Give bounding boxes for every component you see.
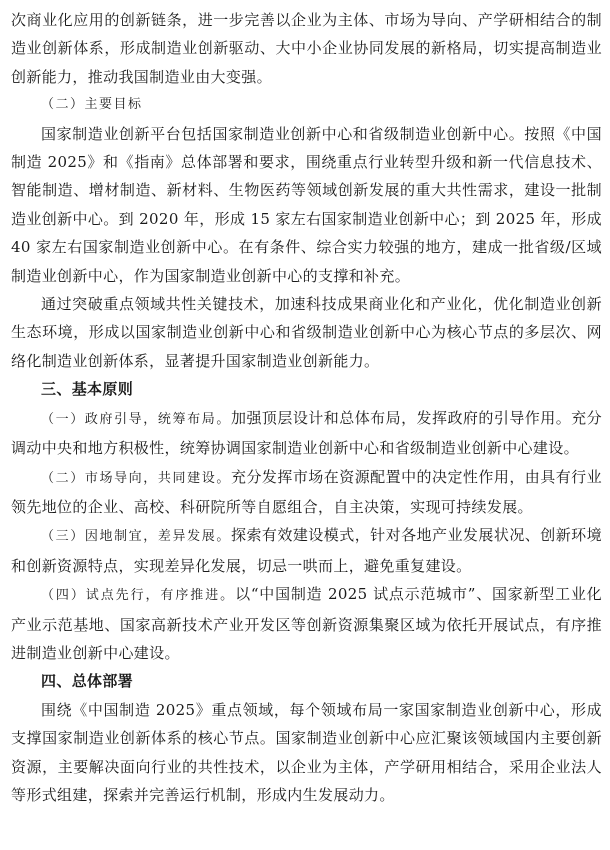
intro-continuation: 次商业化应用的创新链条，进一步完善以企业为主体、市场为导向、产学研相结合的制造业创新体系，形成制造业创新驱动、大中小企业协同发展的新格局，切实提高制造业创新能力，推动我国制造业由大变强。 <box>11 11 602 86</box>
principle-1 <box>11 404 602 463</box>
overall-paragraph: 围绕《中国制造 2025》重点领域，每个领域布局一家国家制造业创新中心，形成支撑国家制造业创新体系的核心节点。国家制造业创新中心应汇聚该领域国内主要创新资源，主要解决面向行业的共性技术，以企业为主体，产学研用相结合，采用企业法人等形式组建，探索并完善运行机制，形成内生发展动力。 <box>11 700 602 804</box>
goals-heading: （二）主要目标 <box>41 97 143 113</box>
principle-3 <box>11 521 602 580</box>
principle-1-text: 加强顶层设计和总体布局，发挥政府的引导作用。充分调动中央和地方积极性，统筹协调国家制造业创新中心和省级制造业创新中心建设。 <box>11 408 602 458</box>
principle-4 <box>11 580 602 667</box>
principles-heading: 三、基本原则 <box>41 380 134 399</box>
goals-paragraph-2: 通过突破重点领域共性关键技术，加速科技成果商业化和产业化，优化制造业创新生态环境，形成以国家制造业创新中心和省级制造业创新中心为核心节点的多层次、网络化制造业创新体系，显著提升国家制造业创新能力。 <box>11 295 602 370</box>
principle-3-text: 探索有效建设模式，针对各地产业发展状况、创新环境和创新资源特点，实现差异化发展，切忌一哄而上，避免重复建设。 <box>11 526 602 575</box>
principle-4-text: 以“中国制造 2025 试点示范城市”、国家新型工业化产业示范基地、国家高新技术产业开发区等创新资源集聚区域为依托开展试点，有序推进制造业创新中心建设。 <box>11 585 602 662</box>
principle-3-label: （三）因地制宜，差异发展。 <box>41 529 231 545</box>
principle-1-label: （一）政府引导，统筹布局。 <box>41 411 231 427</box>
principle-4-label: （四）试点先行，有序推进。 <box>41 588 236 604</box>
overall-heading: 四、总体部署 <box>41 672 134 691</box>
principle-2-text: 充分发挥市场在资源配置中的决定性作用，由具有行业领先地位的企业、高校、科研院所等自愿组合，自主决策，实现可持续发展。 <box>11 467 602 516</box>
principle-2 <box>11 463 602 522</box>
principle-2-label: （二）市场导向，共同建设。 <box>41 470 231 486</box>
goals-paragraph-1: 国家制造业创新平台包括国家制造业创新中心和省级制造业创新中心。按照《中国制造 2025》和《指南》总体部署和要求，围绕重点行业转型升级和新一代信息技术、智能制造、增材制造、新材料、生物医药等领域创新发展的重大共性需求，建设一批制造业创新中心。到 2020 年，形成 15 家左右国家制造业创新中心；到 2025 年，形成 40 家左右国家制造业创新中心。在有条件、综合实力较强的地方，建成一批省级/区域制造业创新中心，作为国家制造业创新中心的支撑和补充。 <box>11 124 602 285</box>
